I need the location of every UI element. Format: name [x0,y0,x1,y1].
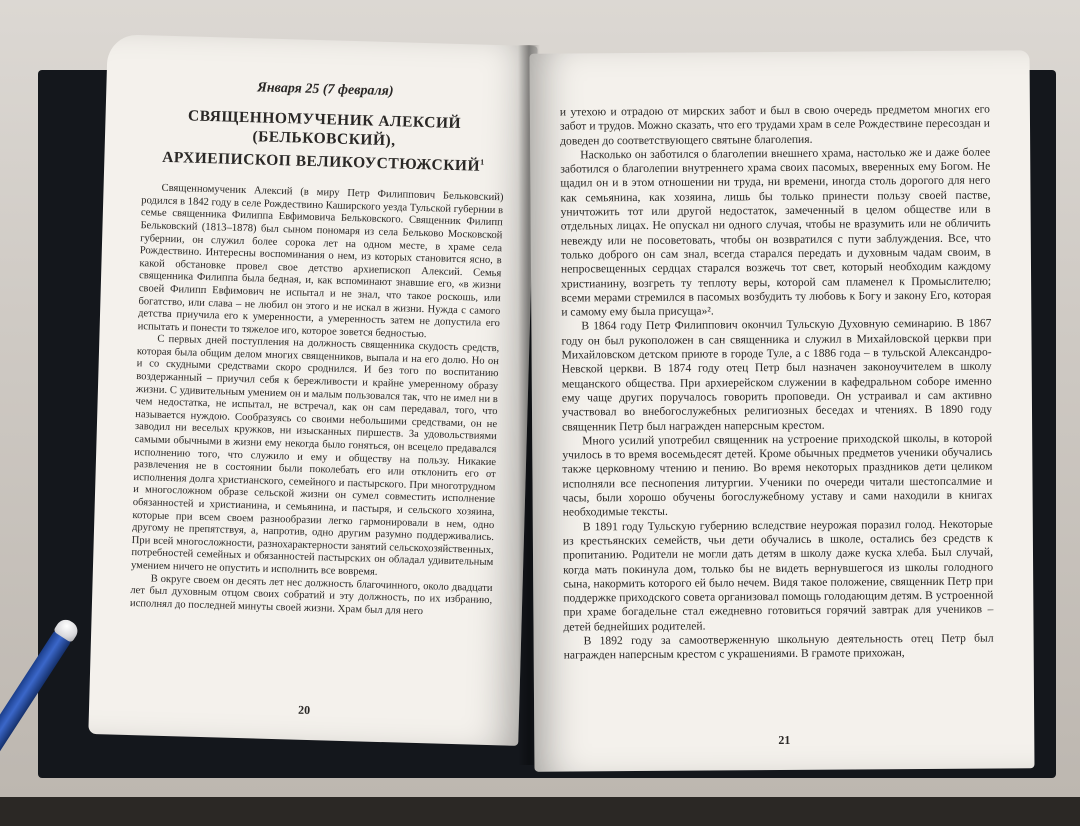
paragraph: С первых дней поступления на должность священника скудость средств, которая была общим делом многих священников, выпала и на его долю. Но он и со скудными средствами скоро сроднился. И без того по воспитанию воздержанный – приучил себя к бережливости и крайне умеренному образу жизни. С удивительным умением он и малым пользовался так, что не имел ни в чем недостатка, не испытал, не встречал, как он сам передавал, того, что называется нуждою. Сообразуясь со своими небольшими средствами, он не заводил ни веселых кружков, ни изысканных пиршеств. За удовольствиями самыми обычными в жизни ему некогда было гоняться, он всецело предавался исполнению того, что служило и ему и обществу на пользу. Никакие развлечения не в состоянии были поколебать его или отклонить его от исполнения долга христианского, семейного и пастырского. При многотрудном и многосложном образе сельской жизни он сумел совместить исполнение обязанностей и христианина, и семьянина, и пастыря, и сельского хозяина, которые при всем своем разнообразии легко гармонировали в нем, одно другому не препятствуя, а, напротив, одно другим разумно поддерживались. При всей многосложности, разнохарактерности занятий сельскохозяйственных, потребностей семейных и обязанностей пастырских он обладал удивительным умением ничего не опустить и исполнить все вовремя. [130,333,500,578]
paragraph: Священномученик Алексий (в миру Петр Филиппович Бельковский) родился в 1842 году в селе Рождествино Каширского уезда Тульской губернии в семье священника Филиппа Евфимовича Бельковского. Священник Филипп Бельковский (1813–1878) был сыном пономаря из села Бельково Московской губернии, он служил более сорока лет на одном месте, в храме села Рождествино. Интересны воспоминания о нем, из которых становится ясно, в какой обстановке провел свое детство архиепископ Алексий. Семья священника Филиппа была бедная, и, как вспоминают знавшие его, «в жизни своей Филипп Евфимович не испытал и не знал, что такое роскошь, или богатство, или слава – не любил он этого и не искал в жизни. Нужда с самого детства приучила его к умеренности, а умеренность затем не допустила его испытать и понести то тяжелое иго, которое зовется бедностью. [137,182,504,340]
title-line-2-text: АРХИЕПИСКОП ВЕЛИКОУСТЮЖСКИЙ [161,148,481,175]
paragraph: Много усилий употребил священник на устроение приходской школы, в которой училось в то время восемьдесят детей. Кроме обычных предметов ученики обучались также церковному чтению и пению. Во время некоторых праздников дети целиком исполняли все песнопения литургии. Ученики по очереди читали шестопсалмие и часы, были хорошо обучены богослужебному уставу и сами находили в книгах необходимые тексты. [562,431,993,519]
left-page [88,34,537,746]
page-number-left: 20 [297,702,311,718]
paragraph: В 1864 году Петр Филиппович окончил Тульскую Духовную семинарию. В 1867 году он был рукоположен в сан священника и служил в Михайловской церкви при Михайловском детском приюте в городе Туле, а с 1886 года – в тульской Александро-Невской церкви. В 1874 году отец Петр был назначен законоучителем в школу мещанского общества. При архиерейском служении в кафедральном соборе именно ему чаще других поручалось говорить проповеди. Он устраивал и сам активно участвовал во внебогослужебных религиозных беседах и чтениях. В 1890 году священник Петр был награжден наперсным крестом. [561,316,993,434]
article-title [142,105,506,176]
paragraph: В 1892 году за самоотверженную школьную деятельность отец Петр был награжден наперсным крестом с украшениями. В грамоте прихожан, [563,631,994,662]
title-line-1: СВЯЩЕННОМУЧЕНИК АЛЕКСИЙ (БЕЛЬКОВСКИЙ), [187,107,462,150]
paragraph: В 1891 году Тульскую губернию вследствие неурожая поразил голод. Некоторые из крестьянских семейств, чьи дети обучались в школе, остались без средств к пропитанию. Родители не могли дать детям в школу даже куска хлеба. Был случай, когда мать покинула дом, только бы не видеть вернувшегося из школы голодного сына, накормить которого ей было нечем. Видя такое положение, священник Петр при поддержке приходского совета организовал помощь голодающим детям. В устроенной при храме богадельне стал ежедневно готовиться горячий завтрак для учеников – детей беднейших родителей. [562,517,994,634]
paragraph: и утехою и отрадою от мирских забот и был в свою очередь предметом многих его забот и трудов. Можно сказать, что его трудами храм в селе Рождествине пересоздан и доведен до соответствующего святыне благолепия. [559,102,991,148]
right-page [529,50,1034,771]
paragraph: Насколько он заботился о благолепии внешнего храма, настолько же и даже более заботился о благолепии внутреннего храма своих пасомых, вверенных ему Богом. Не щадил он и в этом отношении ни труда, ни времени, иногда столь дорогого для него как семьянина, как хозяина, лишь бы только принести пользу своей пастве, уничтожить тот или другой недостаток, замеченный в целом обществе или в отдельных лицах. Не опускал ни одного случая, чтобы не вразумить или не обличить невежду или не посоветовать, чтобы он возвратился с пути заблуждения. Все, что только доброго он сам знал, всегда старался передать и духовным чадам своим, в непросвещенных сердцах старался возжечь тот свет, который необходим каждому христианину, возгреть ту теплоту веры, которой сам пламенел к Промыслителю; всеми мерами стремился в пасомых возбудить ту любовь к Богу и закону Его, которая и самому ему была присуща»². [560,145,992,319]
footnote-marker: 1 [480,157,485,167]
paragraph: В округе своем он десять лет нес должность благочинного, около двадцати лет был духовным отцом своих собратий и эту должность, по их избранию, исполнял до последней минуты своей жизни. Храм был для него [129,573,493,617]
date-heading: Января 25 (7 февраля) [257,80,394,100]
page-number-right: 21 [778,732,791,748]
